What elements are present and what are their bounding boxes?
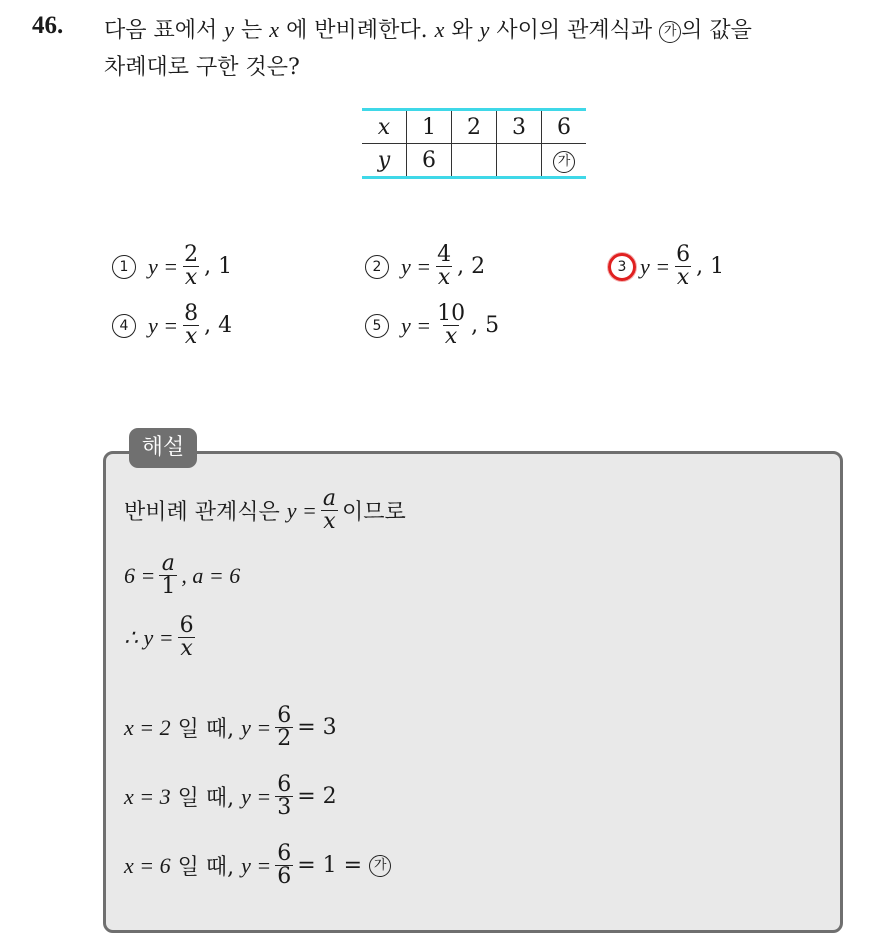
table-cell: 6 [407, 144, 452, 178]
question-line-2: 차례대로 구한 것은? [104, 55, 300, 80]
solution-line-2: 6 = $\frac{a}{1}$ , a = 6 [124, 551, 241, 599]
table-row-y [362, 144, 586, 178]
table-header-x: x [362, 110, 407, 144]
solution-line-6: x = 6 일 때, y = $\frac{6}{6}$ = 1 = 가 [124, 843, 391, 888]
ga-circle-symbol: 가 [659, 21, 681, 43]
table-cell [542, 144, 587, 178]
table-row-x [362, 110, 586, 144]
solution-line-5: x = 3 일 때, y = $\frac{6}{3}$ = 2 [124, 772, 337, 820]
option-3[interactable]: 3 y = $\frac{6}{x}$ , 1 [608, 244, 724, 289]
ga-circle-symbol: 가 [553, 151, 575, 173]
solution-line-3: ∴ y = $\frac{6}{x}$ [124, 613, 194, 661]
value-table [362, 108, 586, 179]
option-2[interactable]: 2 y = $\frac{4}{x}$ , 2 [365, 244, 485, 289]
solution-tag: 해설 [129, 428, 197, 468]
solution-line-1: 반비례 관계식은 y = $\frac{a}{x}$ 이므로 [124, 486, 406, 534]
option-number: 5 [365, 314, 389, 338]
option-4[interactable]: 4 y = $\frac{8}{x}$ , 4 [112, 303, 232, 348]
question-number: 46. [32, 12, 64, 39]
option-5[interactable]: 5 y = $\frac{10}{x}$ , 5 [365, 303, 499, 348]
table-cell [497, 144, 542, 178]
option-number: 2 [365, 255, 389, 279]
option-number: 4 [112, 314, 136, 338]
table-cell: 6 [542, 110, 587, 144]
option-1[interactable]: 1 y = $\frac{2}{x}$ , 1 [112, 244, 232, 289]
table-cell: 1 [407, 110, 452, 144]
table-header-y: y [377, 147, 391, 173]
ga-circle-symbol: 가 [369, 855, 391, 877]
table-cell: 3 [497, 110, 542, 144]
table-cell [452, 144, 497, 178]
option-number: 1 [112, 255, 136, 279]
question-line-1: 다음 표에서 y 는 x 에 반비례한다. x 와 y 사이의 관계식과 가 의 값을 [104, 17, 752, 43]
table-cell: 2 [452, 110, 497, 144]
option-number-marked: 3 [608, 253, 636, 281]
solution-line-4: x = 2 일 때, y = $\frac{6}{2}$ = 3 [124, 703, 337, 751]
